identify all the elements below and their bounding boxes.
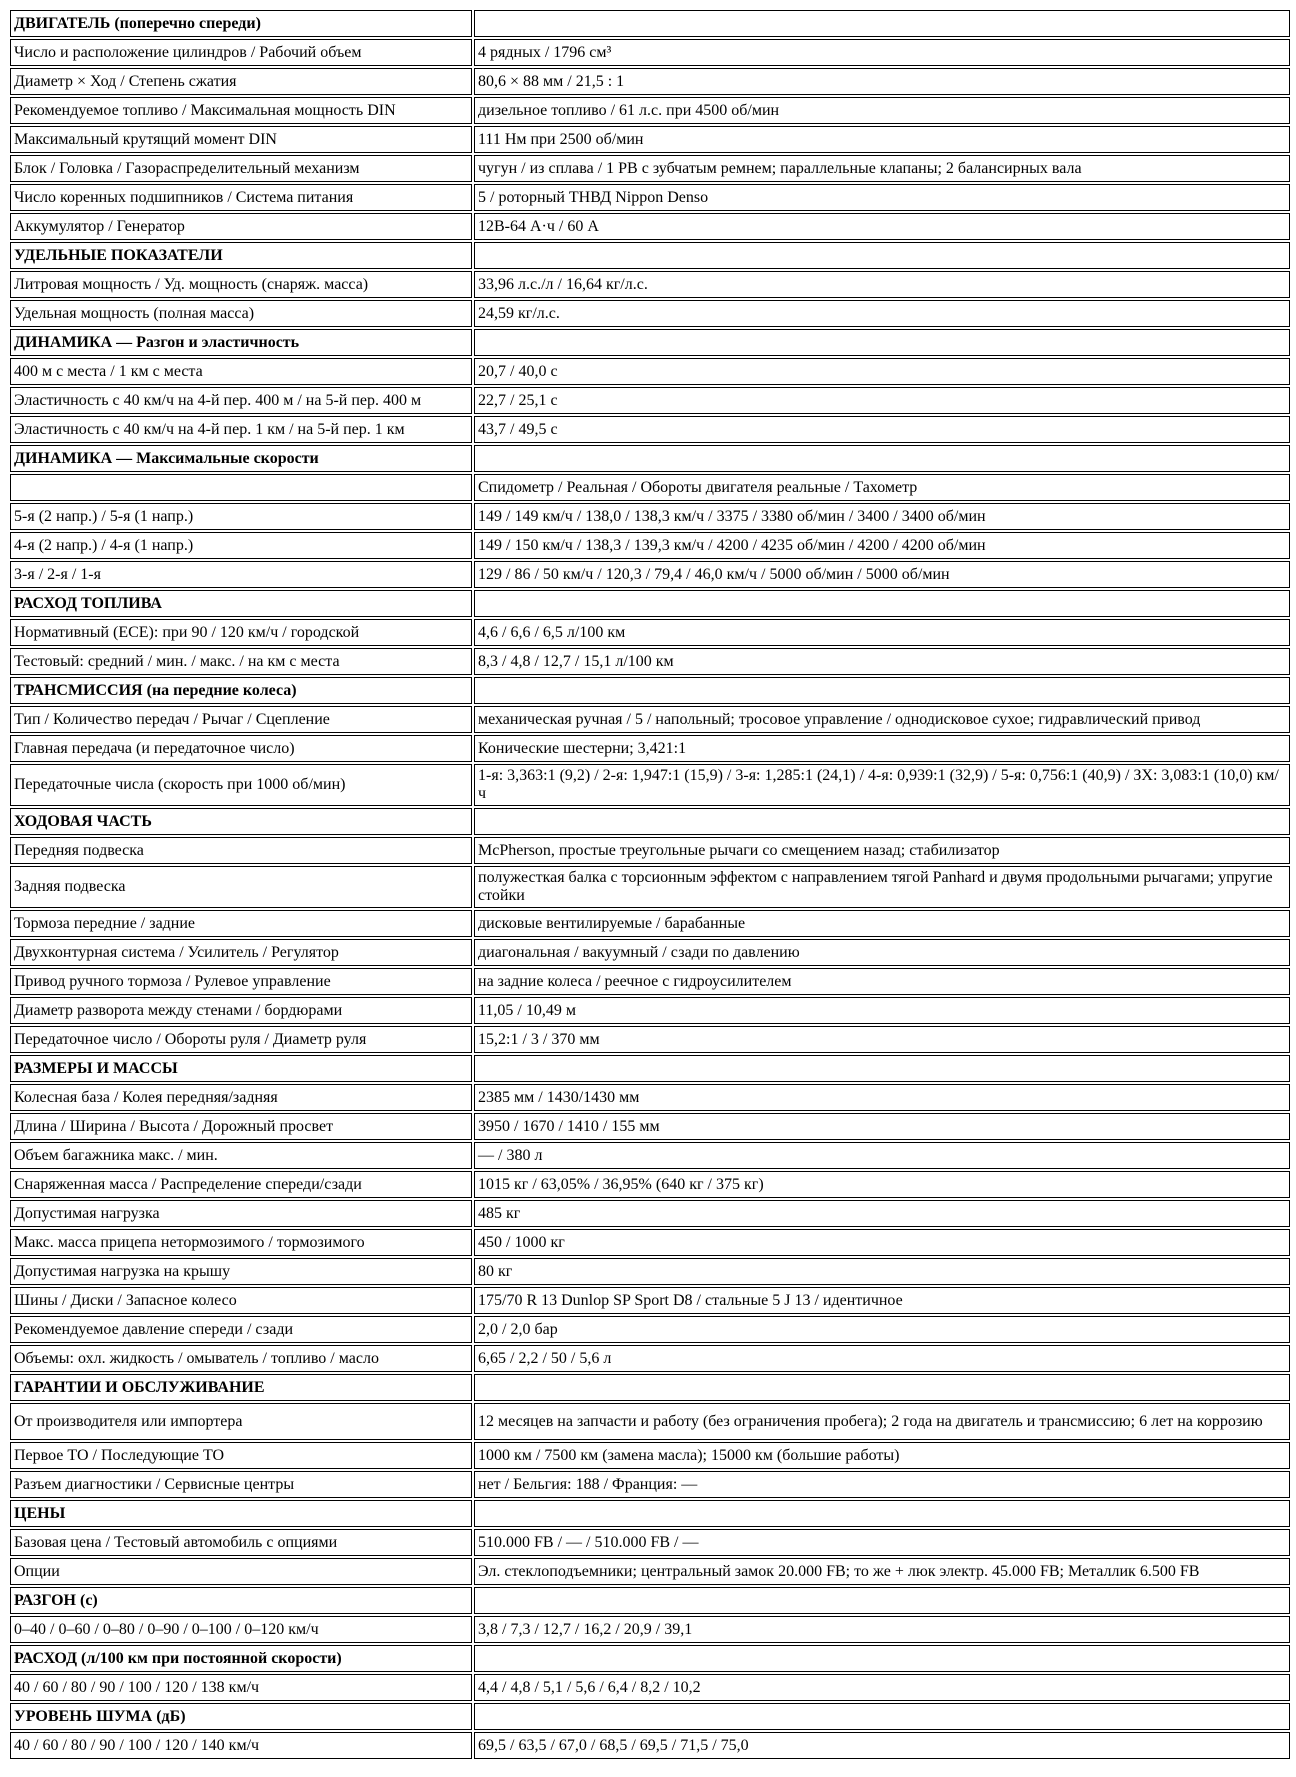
spec-row [10, 837, 1290, 864]
section-title: ХОДОВАЯ ЧАСТЬ [10, 808, 472, 835]
spec-value [474, 242, 1290, 269]
spec-label: Снаряженная масса / Распределение спереди/сзади [10, 1171, 472, 1198]
spec-value: диагональная / вакуумный / сзади по давлению [474, 939, 1290, 966]
spec-value: 69,5 / 63,5 / 67,0 / 68,5 / 69,5 / 71,5 / 75,0 [474, 1732, 1290, 1759]
spec-value [474, 1500, 1290, 1527]
spec-row [10, 561, 1290, 588]
spec-row [10, 68, 1290, 95]
spec-table-body [10, 10, 1290, 1759]
spec-row [10, 968, 1290, 995]
spec-row [10, 1732, 1290, 1759]
spec-label: Тестовый: средний / мин. / макс. / на км с места [10, 648, 472, 675]
spec-value: 175/70 R 13 Dunlop SP Sport D8 / стальные 5 J 13 / идентичное [474, 1287, 1290, 1314]
spec-value: 2385 мм / 1430/1430 мм [474, 1084, 1290, 1111]
spec-value: Спидометр / Реальная / Обороты двигателя реальные / Тахометр [474, 474, 1290, 501]
spec-label: 40 / 60 / 80 / 90 / 100 / 120 / 138 км/ч [10, 1674, 472, 1701]
section-header-row [10, 242, 1290, 269]
spec-row [10, 1403, 1290, 1440]
section-title: ДИНАМИКА — Максимальные скорости [10, 445, 472, 472]
section-header-row [10, 1055, 1290, 1082]
spec-label: Тормоза передние / задние [10, 910, 472, 937]
spec-label: Рекомендуемое давление спереди / сзади [10, 1316, 472, 1343]
spec-label: Привод ручного тормоза / Рулевое управление [10, 968, 472, 995]
spec-label: Допустимая нагрузка [10, 1200, 472, 1227]
spec-label: Число и расположение цилиндров / Рабочий объем [10, 39, 472, 66]
spec-label: Шины / Диски / Запасное колесо [10, 1287, 472, 1314]
spec-value: 1-я: 3,363:1 (9,2) / 2-я: 1,947:1 (15,9) / 3-я: 1,285:1 (24,1) / 4-я: 0,939:1 (32,9) / 5-я: 0,756:1 (40,9) / ЗХ: 3,083:1 (10,0) км/ч [474, 764, 1290, 806]
spec-row [10, 39, 1290, 66]
spec-value: 20,7 / 40,0 с [474, 358, 1290, 385]
spec-value: полужесткая балка с торсионным эффектом с направлением тягой Panhard и двумя продольными рычагами; упругие стойки [474, 866, 1290, 908]
spec-label: Колесная база / Колея передняя/задняя [10, 1084, 472, 1111]
spec-label: Двухконтурная система / Усилитель / Регулятор [10, 939, 472, 966]
spec-value: 11,05 / 10,49 м [474, 997, 1290, 1024]
spec-row [10, 387, 1290, 414]
section-header-row [10, 1587, 1290, 1614]
spec-row [10, 474, 1290, 501]
spec-row [10, 706, 1290, 733]
spec-row [10, 866, 1290, 908]
spec-row [10, 1200, 1290, 1227]
spec-row [10, 155, 1290, 182]
spec-value: 43,7 / 49,5 с [474, 416, 1290, 443]
spec-label: 3-я / 2-я / 1-я [10, 561, 472, 588]
spec-row [10, 1113, 1290, 1140]
spec-label: Литровая мощность / Уд. мощность (снаряж. масса) [10, 271, 472, 298]
section-header-row [10, 329, 1290, 356]
spec-value: 3,8 / 7,3 / 12,7 / 16,2 / 20,9 / 39,1 [474, 1616, 1290, 1643]
spec-label: Макс. масса прицепа нетормозимого / тормозимого [10, 1229, 472, 1256]
spec-label: Диаметр × Ход / Степень сжатия [10, 68, 472, 95]
spec-row [10, 1026, 1290, 1053]
spec-value: McPherson, простые треугольные рычаги со смещением назад; стабилизатор [474, 837, 1290, 864]
spec-row [10, 619, 1290, 646]
spec-row [10, 1142, 1290, 1169]
spec-value: 33,96 л.с./л / 16,64 кг/л.с. [474, 271, 1290, 298]
spec-value: 12 месяцев на запчасти и работу (без ограничения пробега); 2 года на двигатель и трансмиссию; 6 лет на коррозию [474, 1403, 1290, 1440]
spec-row [10, 735, 1290, 762]
spec-value: 149 / 150 км/ч / 138,3 / 139,3 км/ч / 4200 / 4235 об/мин / 4200 / 4200 об/мин [474, 532, 1290, 559]
spec-value [474, 1645, 1290, 1672]
spec-label: Блок / Головка / Газораспределительный механизм [10, 155, 472, 182]
spec-value: 80,6 × 88 мм / 21,5 : 1 [474, 68, 1290, 95]
spec-label: Максимальный крутящий момент DIN [10, 126, 472, 153]
spec-row [10, 648, 1290, 675]
spec-row [10, 910, 1290, 937]
spec-value: 8,3 / 4,8 / 12,7 / 15,1 л/100 км [474, 648, 1290, 675]
spec-label: Передаточные числа (скорость при 1000 об/мин) [10, 764, 472, 806]
section-header-row [10, 590, 1290, 617]
spec-label: Допустимая нагрузка на крышу [10, 1258, 472, 1285]
spec-row [10, 1287, 1290, 1314]
section-header-row [10, 1703, 1290, 1730]
spec-value [474, 10, 1290, 37]
spec-value: 450 / 1000 кг [474, 1229, 1290, 1256]
spec-label: 5-я (2 напр.) / 5-я (1 напр.) [10, 503, 472, 530]
spec-label: Главная передача (и передаточное число) [10, 735, 472, 762]
spec-value: Конические шестерни; 3,421:1 [474, 735, 1290, 762]
spec-value [474, 677, 1290, 704]
spec-row [10, 1258, 1290, 1285]
spec-label: Удельная мощность (полная масса) [10, 300, 472, 327]
section-title: РАЗГОН (с) [10, 1587, 472, 1614]
spec-row [10, 503, 1290, 530]
spec-row [10, 126, 1290, 153]
spec-label: Рекомендуемое топливо / Максимальная мощность DIN [10, 97, 472, 124]
section-title: РАСХОД ТОПЛИВА [10, 590, 472, 617]
spec-value: 12В-64 А·ч / 60 А [474, 213, 1290, 240]
spec-value: 24,59 кг/л.с. [474, 300, 1290, 327]
spec-value [474, 329, 1290, 356]
spec-row [10, 532, 1290, 559]
spec-row [10, 1674, 1290, 1701]
spec-label: Нормативный (ECE): при 90 / 120 км/ч / городской [10, 619, 472, 646]
spec-label: Эластичность с 40 км/ч на 4-й пер. 400 м / на 5-й пер. 400 м [10, 387, 472, 414]
spec-label: Аккумулятор / Генератор [10, 213, 472, 240]
section-title: РАСХОД (л/100 км при постоянной скорости) [10, 1645, 472, 1672]
spec-label: Базовая цена / Тестовый автомобиль с опциями [10, 1529, 472, 1556]
spec-row [10, 939, 1290, 966]
spec-label: 4-я (2 напр.) / 4-я (1 напр.) [10, 532, 472, 559]
spec-row [10, 97, 1290, 124]
spec-label: Первое ТО / Последующие ТО [10, 1442, 472, 1469]
spec-value: 510.000 FB / — / 510.000 FB / — [474, 1529, 1290, 1556]
spec-row [10, 1345, 1290, 1372]
spec-value [474, 1703, 1290, 1730]
spec-value: дизельное топливо / 61 л.с. при 4500 об/мин [474, 97, 1290, 124]
spec-label: Объем багажника макс. / мин. [10, 1142, 472, 1169]
spec-value: механическая ручная / 5 / напольный; тросовое управление / однодисковое сухое; гидравлический привод [474, 706, 1290, 733]
section-header-row [10, 445, 1290, 472]
spec-value: 1000 км / 7500 км (замена масла); 15000 км (большие работы) [474, 1442, 1290, 1469]
spec-label: Задняя подвеска [10, 866, 472, 908]
section-title: ДИНАМИКА — Разгон и эластичность [10, 329, 472, 356]
section-title: УРОВЕНЬ ШУМА (дБ) [10, 1703, 472, 1730]
spec-value: 3950 / 1670 / 1410 / 155 мм [474, 1113, 1290, 1140]
spec-value: 22,7 / 25,1 с [474, 387, 1290, 414]
spec-value: 485 кг [474, 1200, 1290, 1227]
spec-label: Разъем диагностики / Сервисные центры [10, 1471, 472, 1498]
spec-label: 0–40 / 0–60 / 0–80 / 0–90 / 0–100 / 0–120 км/ч [10, 1616, 472, 1643]
section-title: ЦЕНЫ [10, 1500, 472, 1527]
section-header-row [10, 10, 1290, 37]
section-title: ДВИГАТЕЛЬ (поперечно спереди) [10, 10, 472, 37]
spec-value: 5 / роторный ТНВД Nippon Denso [474, 184, 1290, 211]
spec-row [10, 1171, 1290, 1198]
spec-label: 40 / 60 / 80 / 90 / 100 / 120 / 140 км/ч [10, 1732, 472, 1759]
spec-value: 4 рядных / 1796 см³ [474, 39, 1290, 66]
spec-label: Объемы: охл. жидкость / омыватель / топливо / масло [10, 1345, 472, 1372]
spec-value: на задние колеса / реечное с гидроусилителем [474, 968, 1290, 995]
spec-row [10, 271, 1290, 298]
spec-value [474, 1374, 1290, 1401]
section-title: ГАРАНТИИ И ОБСЛУЖИВАНИЕ [10, 1374, 472, 1401]
spec-row [10, 1316, 1290, 1343]
spec-row [10, 358, 1290, 385]
spec-value: 80 кг [474, 1258, 1290, 1285]
spec-row [10, 997, 1290, 1024]
spec-label: Опции [10, 1558, 472, 1585]
spec-label: Передняя подвеска [10, 837, 472, 864]
section-header-row [10, 1645, 1290, 1672]
spec-value [474, 1055, 1290, 1082]
spec-value: 6,65 / 2,2 / 50 / 5,6 л [474, 1345, 1290, 1372]
spec-label: Длина / Ширина / Высота / Дорожный просвет [10, 1113, 472, 1140]
spec-value: 149 / 149 км/ч / 138,0 / 138,3 км/ч / 3375 / 3380 об/мин / 3400 / 3400 об/мин [474, 503, 1290, 530]
spec-label: От производителя или импортера [10, 1403, 472, 1440]
spec-value: 2,0 / 2,0 бар [474, 1316, 1290, 1343]
spec-row [10, 1616, 1290, 1643]
spec-row [10, 1442, 1290, 1469]
spec-row [10, 1084, 1290, 1111]
spec-label: Тип / Количество передач / Рычаг / Сцепление [10, 706, 472, 733]
spec-row [10, 416, 1290, 443]
spec-row [10, 1229, 1290, 1256]
section-title: УДЕЛЬНЫЕ ПОКАЗАТЕЛИ [10, 242, 472, 269]
spec-value: дисковые вентилируемые / барабанные [474, 910, 1290, 937]
section-header-row [10, 1374, 1290, 1401]
spec-value: 111 Нм при 2500 об/мин [474, 126, 1290, 153]
spec-label: Диаметр разворота между стенами / бордюрами [10, 997, 472, 1024]
spec-row [10, 300, 1290, 327]
spec-label [10, 474, 472, 501]
spec-value: нет / Бельгия: 188 / Франция: — [474, 1471, 1290, 1498]
spec-label: Передаточное число / Обороты руля / Диаметр руля [10, 1026, 472, 1053]
spec-row [10, 1558, 1290, 1585]
spec-row [10, 184, 1290, 211]
section-header-row [10, 808, 1290, 835]
spec-value: 15,2:1 / 3 / 370 мм [474, 1026, 1290, 1053]
spec-value: 4,6 / 6,6 / 6,5 л/100 км [474, 619, 1290, 646]
spec-row [10, 1529, 1290, 1556]
spec-value [474, 808, 1290, 835]
spec-value: — / 380 л [474, 1142, 1290, 1169]
section-title: ТРАНСМИССИЯ (на передние колеса) [10, 677, 472, 704]
spec-row [10, 764, 1290, 806]
spec-label: 400 м с места / 1 км с места [10, 358, 472, 385]
spec-table [8, 8, 1292, 1761]
section-header-row [10, 677, 1290, 704]
spec-row [10, 1471, 1290, 1498]
spec-value [474, 590, 1290, 617]
spec-value: 129 / 86 / 50 км/ч / 120,3 / 79,4 / 46,0 км/ч / 5000 об/мин / 5000 об/мин [474, 561, 1290, 588]
section-title: РАЗМЕРЫ И МАССЫ [10, 1055, 472, 1082]
spec-value [474, 1587, 1290, 1614]
spec-value [474, 445, 1290, 472]
spec-value: 1015 кг / 63,05% / 36,95% (640 кг / 375 кг) [474, 1171, 1290, 1198]
spec-label: Эластичность с 40 км/ч на 4-й пер. 1 км / на 5-й пер. 1 км [10, 416, 472, 443]
spec-value: Эл. стеклоподъемники; центральный замок 20.000 FB; то же + люк электр. 45.000 FB; Металлик 6.500 FB [474, 1558, 1290, 1585]
spec-value: чугун / из сплава / 1 РВ с зубчатым ремнем; параллельные клапаны; 2 балансирных вала [474, 155, 1290, 182]
spec-value: 4,4 / 4,8 / 5,1 / 5,6 / 6,4 / 8,2 / 10,2 [474, 1674, 1290, 1701]
spec-row [10, 213, 1290, 240]
section-header-row [10, 1500, 1290, 1527]
spec-label: Число коренных подшипников / Система питания [10, 184, 472, 211]
